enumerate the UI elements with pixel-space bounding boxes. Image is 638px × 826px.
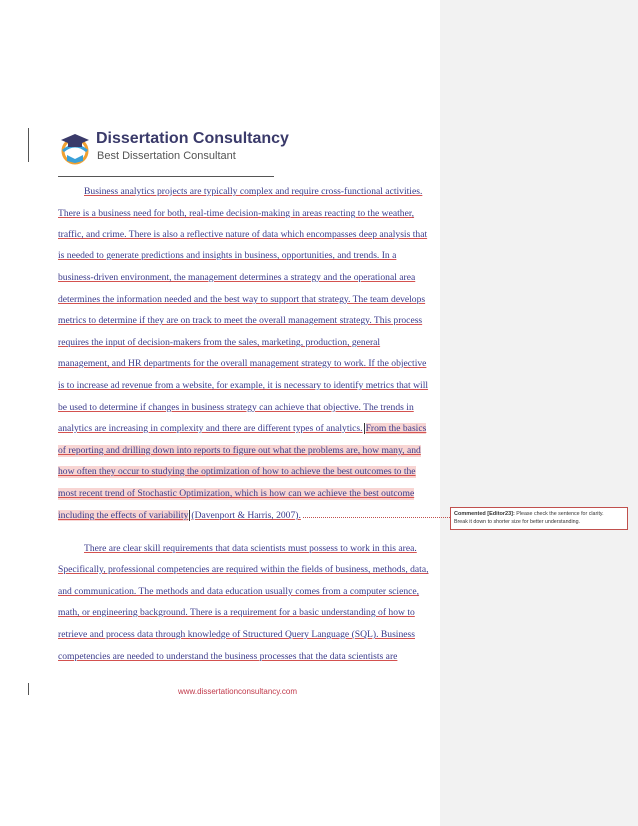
paragraph-line: Specifically, professional competencies are required within the fields of business, methods, data, (58, 564, 429, 575)
change-bar-top (28, 128, 29, 162)
comment-text: Please check the sentence for clarity. (516, 511, 604, 517)
commented-line: how often they occur to studying the optimization of how to achieve the best outcomes to the (58, 466, 416, 477)
paragraph-line: math, or engineering background. There is a requirement for a basic understanding of how to (58, 607, 415, 618)
paragraph-line (58, 510, 301, 522)
graduation-cap-icon (58, 131, 92, 165)
logo-subtitle: Best Dissertation Consultant (97, 150, 236, 162)
citation: (Davenport & Harris, 2007). (191, 510, 301, 521)
header-divider (58, 176, 274, 177)
paragraph-line: determines the information needed and the best way to support that strategy. The team develops (58, 294, 426, 305)
paragraph-line: metrics to determine if they are on track to meet the overall management strategy. This process (58, 315, 423, 326)
paragraph-line: management, and HR departments for the overall management strategy to work. If the objective (58, 358, 427, 369)
commented-text: including the effects of variability (58, 510, 189, 521)
paragraph-line: is to increase ad revenue from a website, for example, it is necessary to identify metrics that will (58, 380, 429, 391)
company-logo (58, 129, 298, 169)
paragraph-line: traffic, and crime. There is also a reflective nature of data which encompasses deep analysis that (58, 229, 428, 240)
commented-line: most recent trend of Stochastic Optimization, which is how can we achieve the best outcome (58, 488, 415, 499)
paragraph-line: competencies are needed to understand the business processes that the data scientists are (58, 651, 398, 662)
comment-balloon[interactable] (450, 507, 628, 530)
footer-website-link[interactable]: www.dissertationconsultancy.com (178, 687, 298, 696)
paragraph-line: There is a business need for both, real-time decision-making in areas reacting to the weather, (58, 208, 415, 219)
paragraph-line: business-driven environment, the management determines a strategy and the operational area (58, 272, 416, 283)
paragraph-line: retrieve and process data through knowledge of Structured Query Language (SQL). Business (58, 629, 415, 640)
paragraph-line (58, 423, 426, 435)
commented-line: of reporting and drilling down into reports to figure out what the problems are, how many, and (58, 445, 421, 456)
paragraph-line: requires the input of decision-makers from the sales, marketing, production, general (58, 337, 381, 348)
line-text: analytics are increasing in complexity and there are different types of analytics. (58, 423, 363, 434)
comment-text-2: Break it down to shorter size for better understanding. (454, 519, 581, 525)
paragraph-line: Business analytics projects are typically complex and require cross-functional activities. (84, 186, 423, 197)
paragraph-line: is needed to generate predictions and insights in business, opportunities, and trends. In a (58, 250, 397, 261)
change-bar-bottom (28, 683, 29, 695)
logo-title: Dissertation Consultancy (96, 130, 289, 147)
comment-author: Commented [Editor23]: (454, 511, 515, 517)
comment-anchor-start (364, 423, 365, 434)
commented-text: From the basics (365, 423, 427, 434)
comment-connector (303, 517, 450, 518)
paragraph-line: be used to determine if changes in business strategy can achieve that objective. The trends in (58, 402, 414, 413)
paragraph-line: There are clear skill requirements that data scientists must possess to work in this area. (84, 543, 417, 554)
paragraph-line: and communication. The methods and data education usually comes from a computer science, (58, 586, 420, 597)
comment-margin-pane (440, 0, 638, 826)
